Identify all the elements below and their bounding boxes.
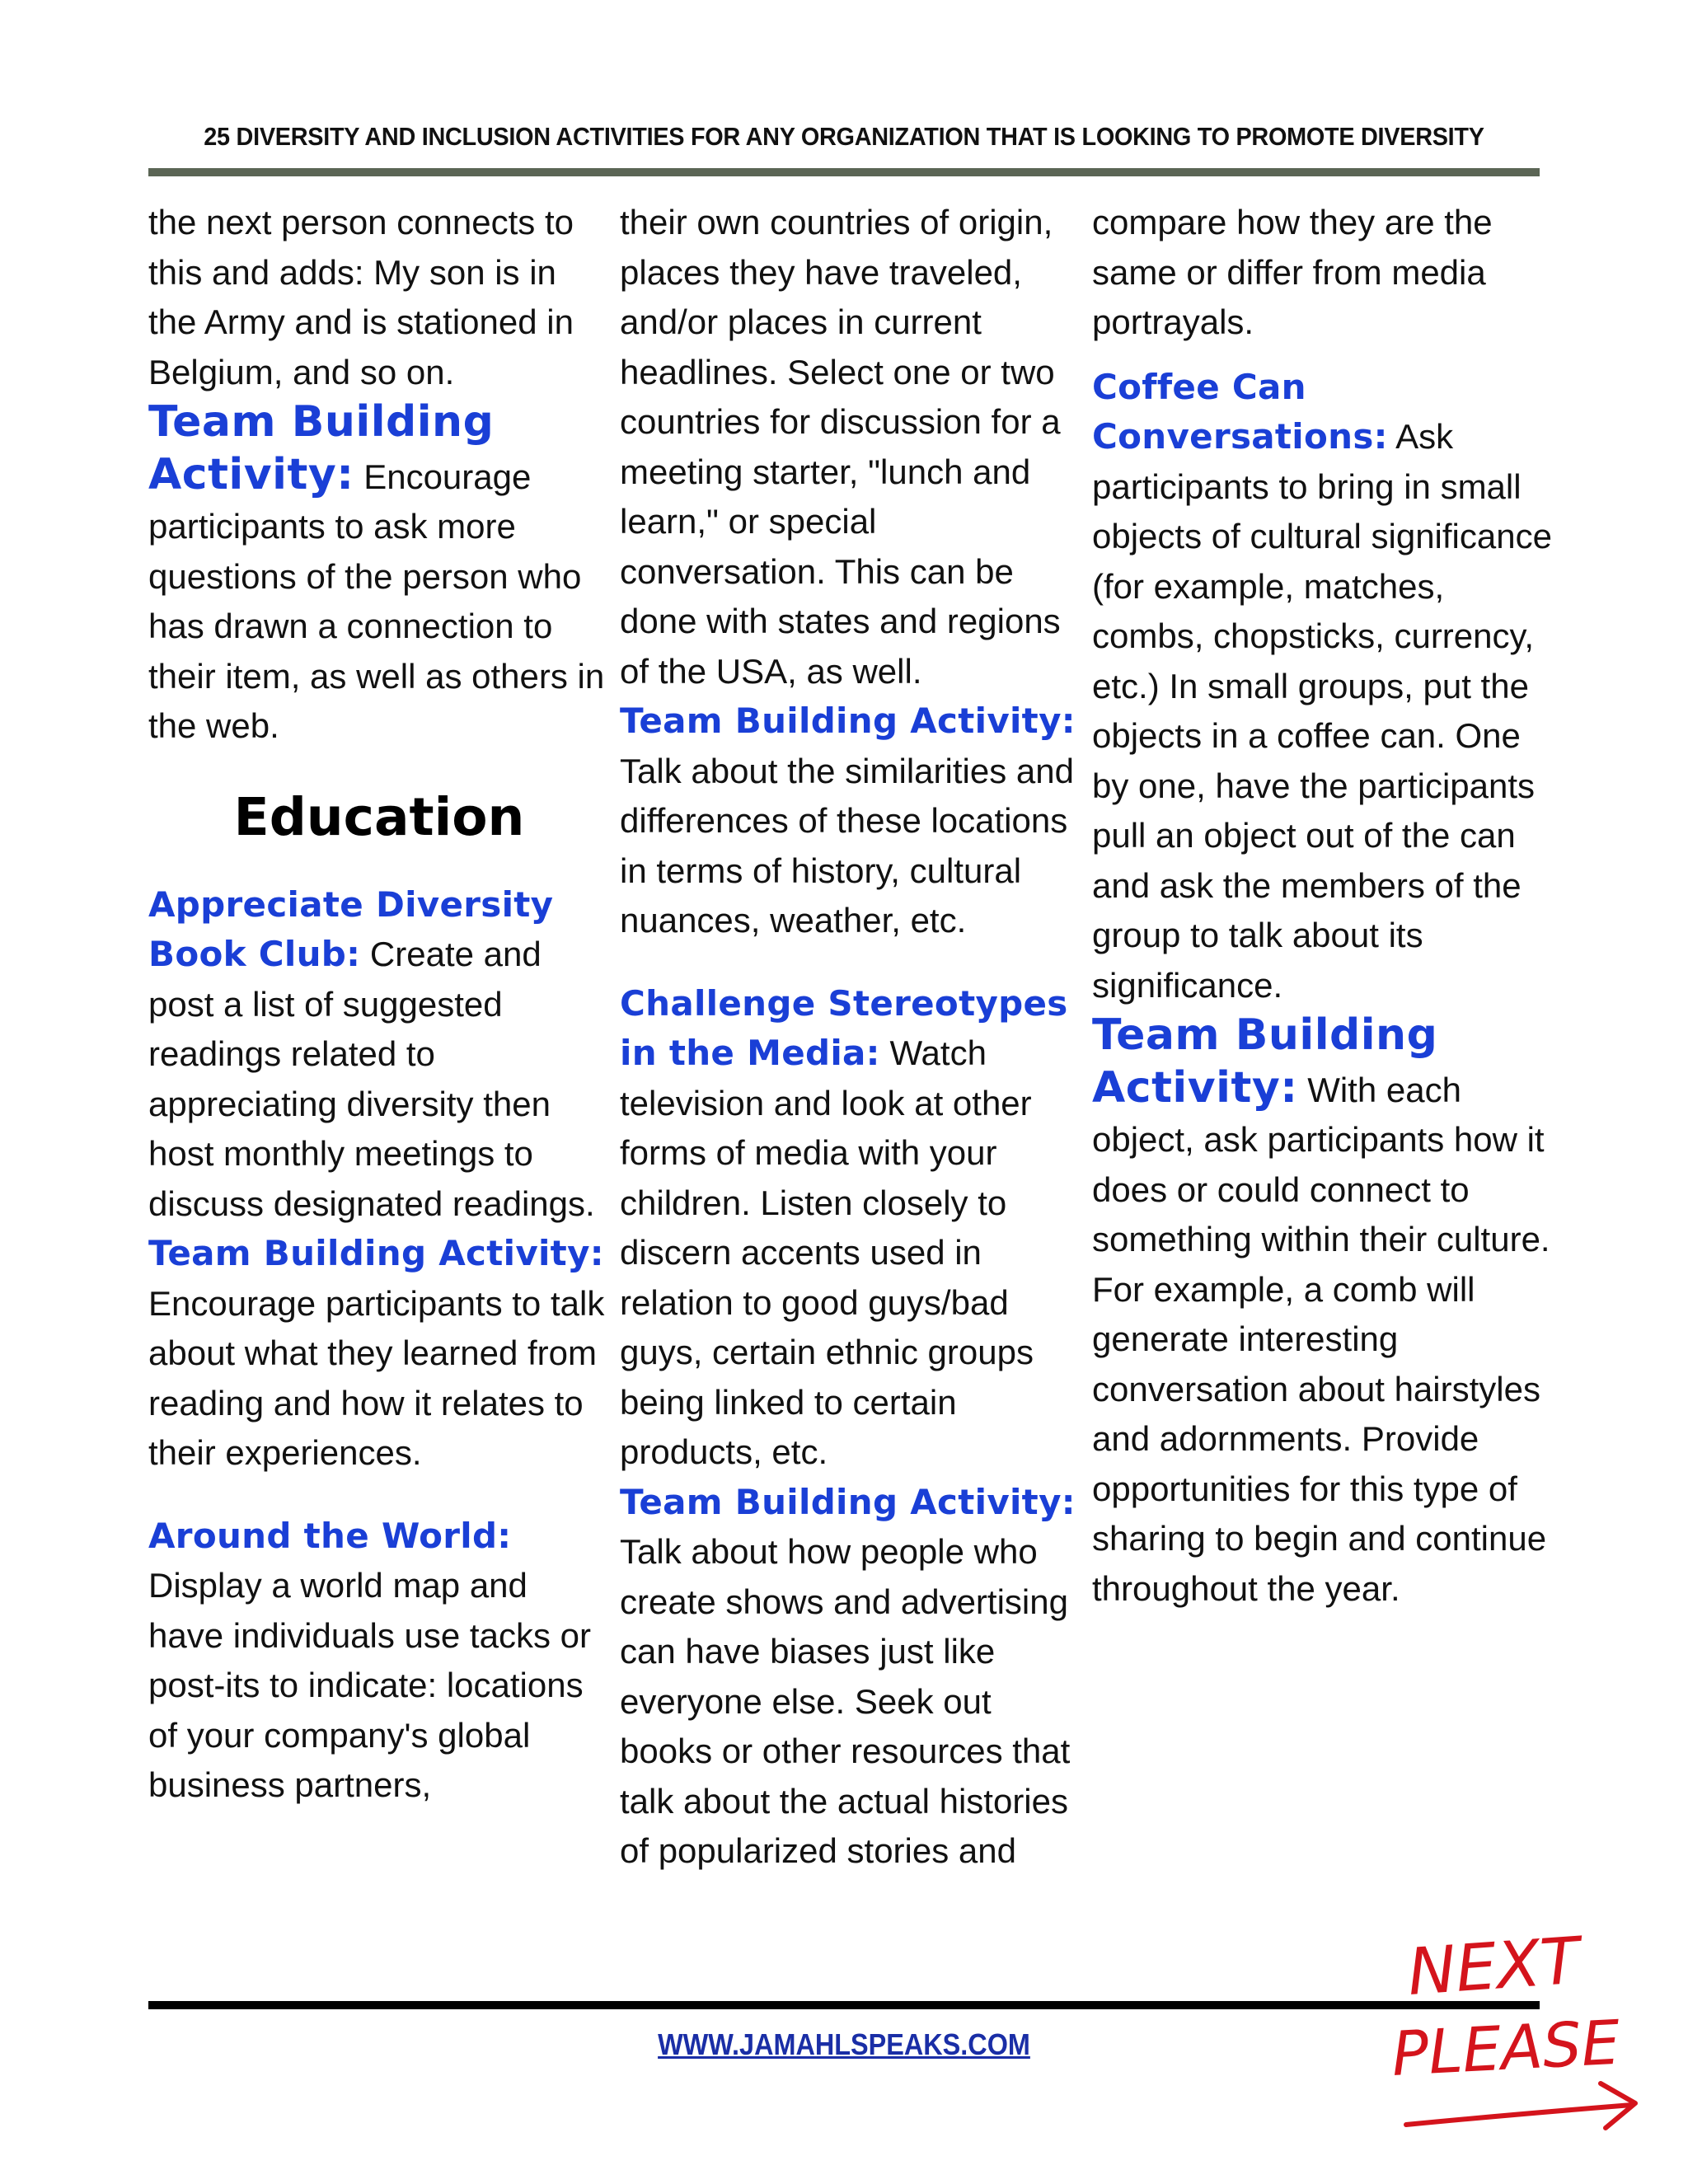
column-3 (1092, 198, 1554, 1614)
coffee-can-text: Ask participants to bring in small objects of cultural significance (for example, matches, combs, chopsticks, currency, etc.) In small groups, put the objects in a coffee can. One by one, have the participants pull an object out of the can and ask the members of the group to talk about its significance. (1092, 417, 1552, 1005)
next-please-arrow-icon[interactable] (1385, 1920, 1657, 2151)
column-2 (620, 198, 1081, 1877)
next-please-line1: NEXT (1405, 1924, 1582, 2010)
col1-team-building-text: Encourage participants to ask more questions of the person who has drawn a connection to their item, as well as others in the web. (148, 457, 605, 745)
col1-team-building-2-lead: Team Building Activity: (148, 1233, 604, 1273)
section-title-education: Education (233, 786, 525, 847)
col2-team-building-lead: Team Building Activity: (620, 701, 1076, 741)
book-club-paragraph (148, 880, 610, 1230)
column-1 (148, 198, 610, 1811)
col1-intro-paragraph (148, 198, 610, 397)
col2-team-building-paragraph (620, 696, 1081, 946)
col2-team-building-2-text: Talk about how people who create shows and advertising can have biases just like everyone else. Seek out books or other resources that talk about the actual histories of popularized stories and (620, 1532, 1071, 1870)
col1-team-building-paragraph (148, 397, 610, 752)
around-world-paragraph (148, 1511, 610, 1811)
book-club-lead: Appreciate Diversity Book Club: (148, 883, 554, 974)
col3-team-building-lead: Team Building Activity: (1092, 1010, 1438, 1113)
col1-team-building-2-text: Encourage participants to talk about what they learned from reading and how it relates to their experiences. (148, 1283, 605, 1472)
col2-intro-paragraph (620, 198, 1081, 696)
col3-intro-paragraph (1092, 198, 1554, 348)
coffee-can-paragraph (1092, 363, 1554, 1011)
spacer (148, 1479, 610, 1511)
col2-intro-text: their own countries of origin, places they have traveled, and/or places in current headlines. Select one or two countries for discussion for a meeting starter, "lunch and learn," or special conversation. This can be done with states and regions of the USA, as well. (620, 203, 1061, 691)
around-world-lead: Around the World: (148, 1515, 512, 1556)
col1-team-building-lead: Team Building Activity: (148, 397, 495, 499)
media-paragraph (620, 979, 1081, 1478)
footer-divider (148, 2001, 1540, 2009)
website-link[interactable]: WWW.JAMAHLSPEAKS.COM (658, 2027, 1030, 2061)
coffee-can-lead: Coffee Can Conversations: (1092, 366, 1388, 457)
spacer (620, 946, 1081, 979)
header-divider (148, 168, 1540, 176)
spacer (1092, 348, 1554, 363)
col2-team-building-text: Talk about the similarities and differences of these locations in terms of history, cultural nuances, weather, etc. (620, 751, 1074, 940)
col1-intro-text: the next person connects to this and adds: My son is in the Army and is stationed in Belgium, and so on. (148, 203, 574, 391)
page-header: 25 DIVERSITY AND INCLUSION ACTIVITIES FOR ANY ORGANIZATION THAT IS LOOKING TO PROMOTE DIVERSITY (204, 122, 1484, 151)
book-club-text: Create and post a list of suggested readings related to appreciating diversity then host monthly meetings to discuss designated readings. (148, 935, 595, 1223)
col2-team-building-2-paragraph (620, 1478, 1081, 1877)
next-please-line2: PLEASE (1390, 2007, 1622, 2090)
around-world-text: Display a world map and have individuals use tacks or post-its to indicate: locations of your company's global business partners, (148, 1566, 591, 1804)
media-text: Watch television and look at other forms of media with your children. Listen closely to discern accents used in relation to good guys/bad guys, certain ethnic groups being linked to certain products, etc. (620, 1033, 1034, 1471)
col3-intro-text: compare how they are the same or differ from media portrayals. (1092, 203, 1493, 341)
col2-team-building-2-lead: Team Building Activity: (620, 1481, 1076, 1522)
col1-team-building-2-paragraph (148, 1229, 610, 1479)
media-lead: Challenge Stereotypes in the Media: (620, 982, 1068, 1073)
col3-team-building-paragraph (1092, 1010, 1554, 1614)
col3-team-building-text: With each object, ask participants how it does or could connect to something within their culture. For example, a comb will generate interesting conversation about hairstyles and adornments. Provide opportunities for this type of sharing to begin and continue throughout the year. (1092, 1070, 1550, 1608)
